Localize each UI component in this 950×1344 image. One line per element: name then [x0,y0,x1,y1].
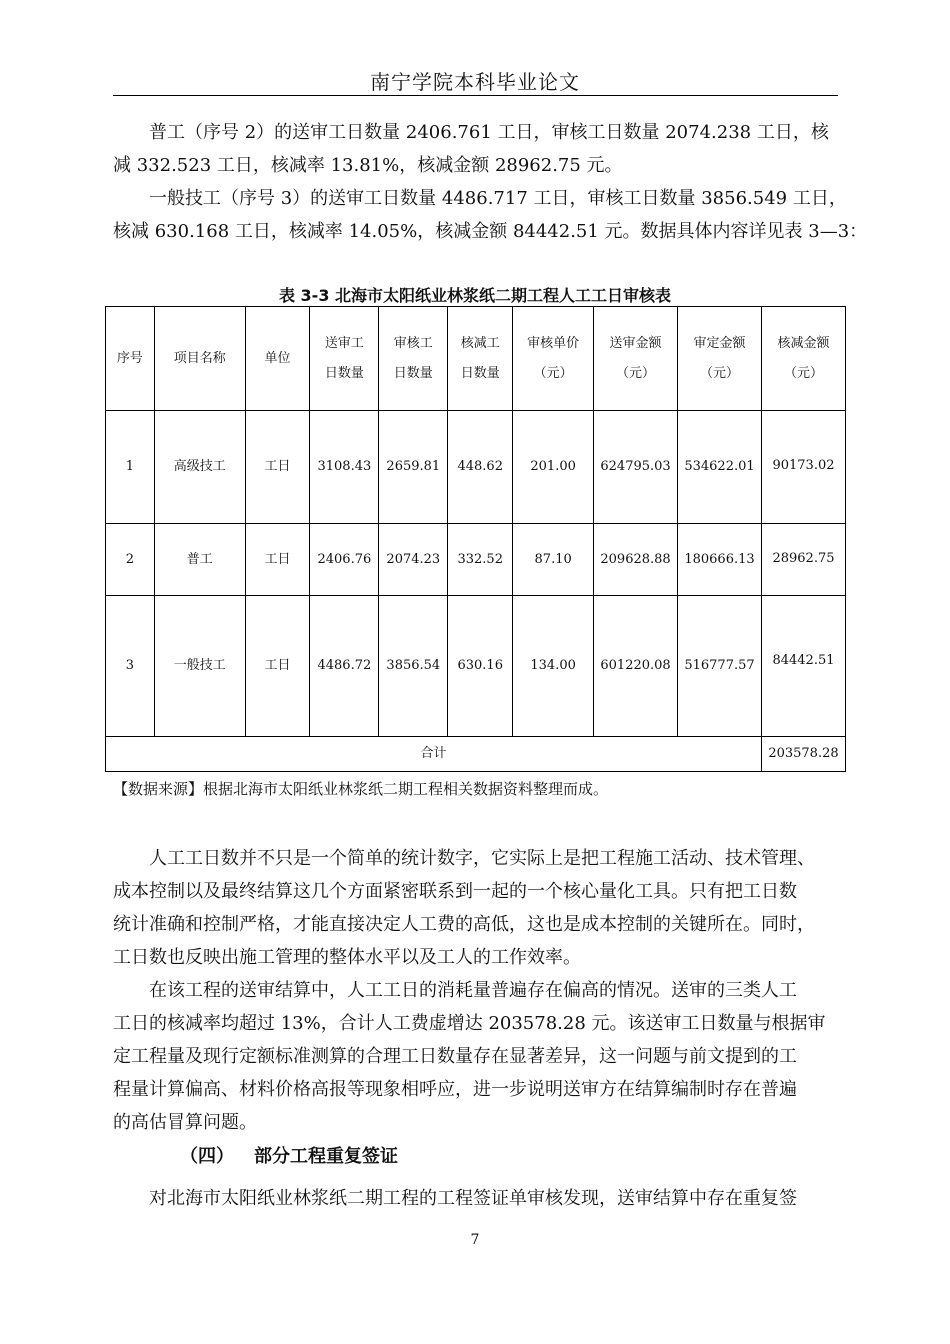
column-header-text: 审核工 [393,335,433,351]
table-cell: 工日 [245,411,310,524]
paragraph-line: 成本控制以及最终结算这几个方面紧密联系到一起的一个核心量化工具。只有把工日数 [113,881,797,902]
paragraph-line: 程量计算偏高、材料价格高报等现象相呼应，进一步说明送审方在结算编制时存在普遍 [113,1079,797,1100]
table-cell: 87.10 [513,524,594,596]
table-cell: 高级技工 [154,411,245,524]
table-cell: 2659.81 [379,411,448,524]
paragraph-line: 核减 630.168 工日，核减率 14.05%，核减金额 84442.51 元。数据具体内容详见表 3—3： [113,221,868,242]
section-title: 部分工程重复签证 [254,1146,398,1167]
column-header-text: 送审工 [324,335,364,351]
table-cell: 209628.88 [594,524,678,596]
table-cell: 28962.75 [761,524,845,596]
closing-paragraph [113,1182,838,1215]
table-cell: 普工 [154,524,245,596]
table-cell: 601220.08 [594,596,678,737]
column-header-text: （元） [616,365,656,381]
table-row [106,411,846,524]
table-cell: 2074.23 [379,524,448,596]
section-heading [180,1142,398,1168]
table-cell: 工日 [245,596,310,737]
column-header [106,307,155,411]
table-header-row [106,307,846,411]
column-header-text: 项目名称 [173,350,226,366]
table-cell: 448.62 [448,411,513,524]
table-cell: 134.00 [513,596,594,737]
data-source-note: 【数据来源】根据北海市太阳纸业林浆纸二期工程相关数据资料整理而成。 [113,780,609,798]
table-cell: 2406.76 [310,524,379,596]
column-header-text: 核减金额 [777,335,830,351]
column-header-text: （元） [533,365,573,381]
column-header [379,307,448,411]
column-header [678,307,762,411]
table-total-row [106,737,846,772]
table-cell: 一般技工 [154,596,245,737]
paragraph-line: 工日数也反映出施工管理的整体水平以及工人的工作效率。 [113,947,581,968]
column-header [245,307,310,411]
section-number: （四） [180,1146,234,1167]
column-header-text: 审核单价 [527,335,580,351]
paragraph-line: 一般技工（序号 3）的送审工日数量 4486.717 工日，审核工日数量 3856.549 工日， [149,188,847,209]
table-cell: 201.00 [513,411,594,524]
column-header-text: 核减工 [460,335,500,351]
table-row [106,596,846,737]
table-caption: 表 3-3 北海市太阳纸业林浆纸二期工程人工工日审核表 [278,286,672,305]
paragraph-line: 对北海市太阳纸业林浆纸二期工程的工程签证单审核发现，送审结算中存在重复签 [149,1188,797,1209]
page-header-title: 南宁学院本科毕业论文 [370,70,580,94]
column-header-text: 日数量 [324,365,364,381]
column-header-text: （元） [783,365,823,381]
table-cell: 2 [106,524,155,596]
table-cell: 84442.51 [761,596,845,737]
paragraph-line: 定工程量及现行定额标准测算的合理工日数量存在显著差异，这一问题与前文提到的工 [113,1046,797,1067]
table-cell: 3 [106,596,155,737]
table-cell: 534622.01 [678,411,762,524]
column-header [154,307,245,411]
column-header-text: 日数量 [460,365,500,381]
table-row [106,524,846,596]
table-cell: 工日 [245,524,310,596]
column-header [310,307,379,411]
table-cell: 180666.13 [678,524,762,596]
paragraph-line: 的高估冒算问题。 [113,1112,257,1133]
paragraph-line: 工日的核减率均超过 13%，合计人工费虚增达 203578.28 元。该送审工日数量与根据审 [113,1013,826,1034]
table-cell: 1 [106,411,155,524]
paragraph-line: 在该工程的送审结算中，人工工日的消耗量普遍存在偏高的情况。送审的三类人工 [149,980,797,1001]
column-header [513,307,594,411]
table-cell: 3856.54 [379,596,448,737]
column-header [761,307,845,411]
column-header-text: 序号 [116,350,143,366]
labor-audit-table [105,306,846,772]
column-header-text: 单位 [264,350,291,366]
table-cell: 3108.43 [310,411,379,524]
total-value: 203578.28 [761,737,845,772]
column-header-text: 送审金额 [609,335,662,351]
column-header-text: 日数量 [393,365,433,381]
table-cell: 516777.57 [678,596,762,737]
paragraph-line: 普工（序号 2）的送审工日数量 2406.761 工日，审核工日数量 2074.238 工日，核 [149,122,829,143]
table-cell: 332.52 [448,524,513,596]
intro-text [113,116,868,248]
body-text [113,842,838,1139]
table-cell: 90173.02 [761,411,845,524]
column-header [594,307,678,411]
paragraph-line: 统计准确和控制严格，才能直接决定人工费的高低，这也是成本控制的关键所在。同时， [113,914,815,935]
paragraph-line: 人工工日数并不只是一个简单的统计数字，它实际上是把工程施工活动、技术管理、 [149,848,815,869]
table-cell: 624795.03 [594,411,678,524]
table-cell: 630.16 [448,596,513,737]
paragraph-line: 减 332.523 工日，核减率 13.81%，核减金额 28962.75 元。 [113,155,623,176]
table-cell: 4486.72 [310,596,379,737]
page-number: 7 [470,1232,480,1248]
column-header-text: （元） [700,365,740,381]
header-divider [113,95,838,96]
total-label: 合计 [106,737,762,772]
column-header-text: 审定金额 [693,335,746,351]
column-header [448,307,513,411]
